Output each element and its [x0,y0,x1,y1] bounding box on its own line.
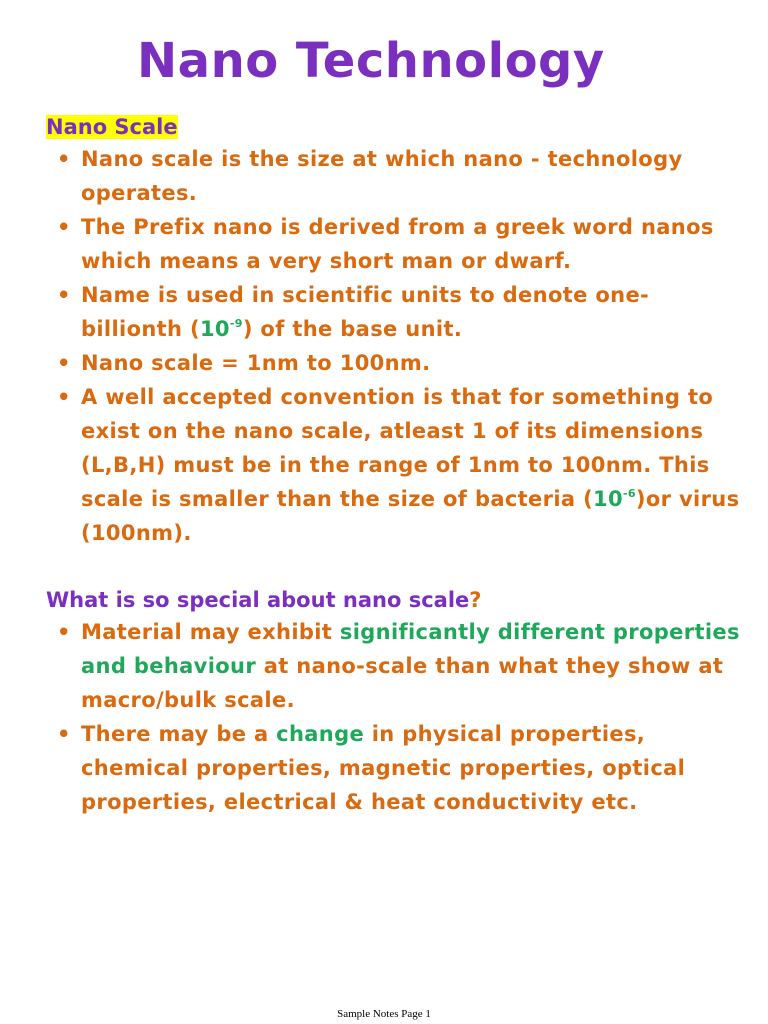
bullet-icon: • [57,283,71,307]
question-mark: ? [469,588,482,612]
bullet-text: in physical properties, chemical properties, magnetic properties, optical properties, electrical & heat conductivity etc. [81,722,686,814]
section-heading-nano-scale [46,112,750,142]
power-exponent: -6 [622,487,636,500]
power-of-ten [200,317,243,341]
bullet-text: Material may exhibit [81,620,340,644]
bullet-text: Nano scale is the size at which nano - technology operates. [81,147,683,205]
bullet-icon: • [57,722,71,746]
bullet-icon: • [57,385,71,409]
bullet-text: The Prefix nano is derived from a greek word nanos which means a very short man or dwarf. [81,215,714,273]
section-heading-label: What is so special about nano scale [46,588,470,612]
section-heading-special [46,585,750,615]
bullet-icon: • [57,215,71,239]
bullet-list [46,615,750,819]
list-item [46,210,750,278]
bullet-icon: • [57,620,71,644]
list-item [46,717,750,819]
bullet-icon: • [57,351,71,375]
bullet-icon: • [57,147,71,171]
list-item [46,346,750,380]
power-base: 10 [199,317,230,341]
bullet-text: There may be a [81,722,277,746]
nano-scale-section [46,112,750,550]
list-item [46,142,750,210]
bullet-text: A well accepted convention is that for something to exist on the nano scale, atleast 1 of its dimensions (L,B,H) must be in the range of 1nm to 100nm. This scale is smaller than the size of bacteria ( [81,385,714,511]
power-exponent: -9 [229,317,243,330]
list-item [46,615,750,717]
special-section [46,585,750,819]
bullet-list [46,142,750,550]
list-item [46,278,750,346]
bullet-text: Name is used in scientific units to denote one-billionth ( [81,283,650,341]
list-item [46,380,750,550]
emphasis-text: change [276,722,365,746]
power-of-ten [593,487,636,511]
bullet-text: at nano-scale than what they show at macro/bulk scale. [81,654,724,712]
power-base: 10 [593,487,623,511]
emphasis-text: significantly different properties and behaviour [81,620,740,678]
bullet-text: Nano scale = 1nm to 100nm. [81,351,431,375]
page-title: Nano Technology [137,33,605,89]
bullet-text: ) of the base unit. [242,317,463,341]
bullet-text: )or virus (100nm). [81,487,740,545]
section-heading-label: Nano Scale [46,115,178,139]
page-footer: Sample Notes Page 1 [337,1008,431,1020]
